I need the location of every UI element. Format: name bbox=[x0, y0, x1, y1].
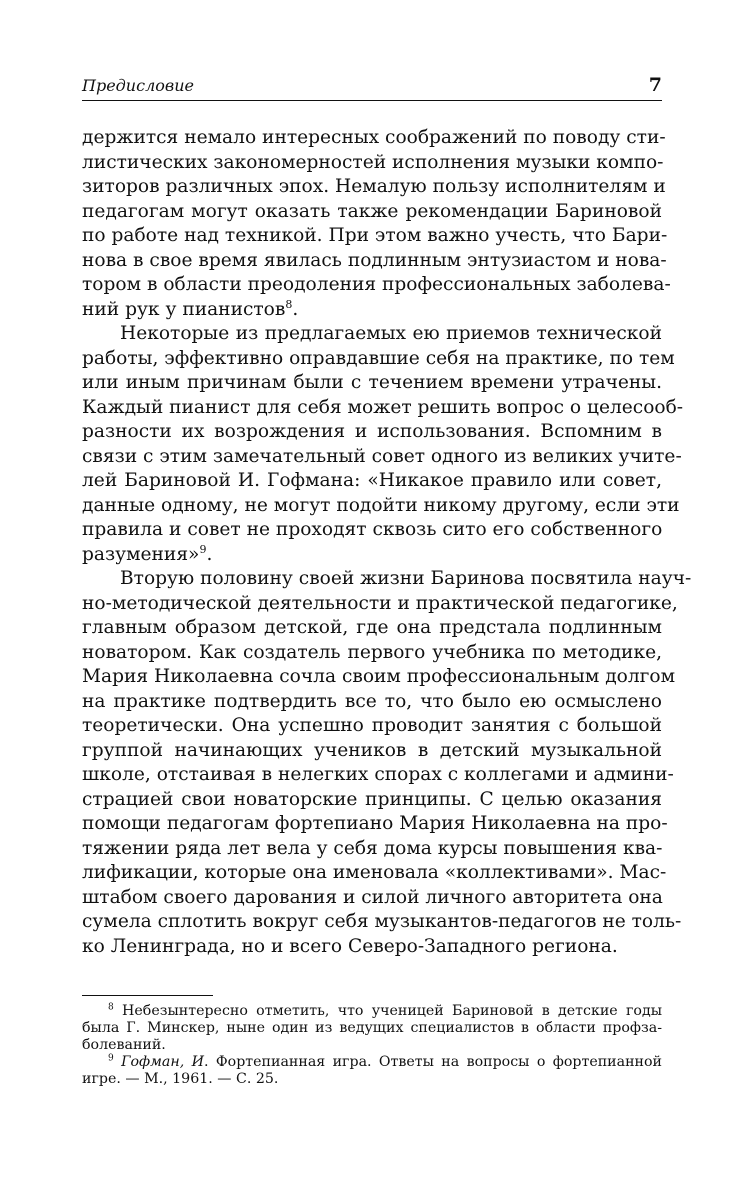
running-title: Предисловие bbox=[82, 76, 194, 95]
paragraph-start: Вторую половину своей жизни Баринова посвятила науч- bbox=[120, 568, 692, 589]
text-line: педагогам могут оказать также рекомендации Бариновой bbox=[82, 200, 662, 222]
line-end-punct: . bbox=[292, 298, 299, 320]
text-line: связи с этим замечательный совет одного из великих учите- bbox=[82, 445, 682, 467]
footnote-ref-9: 9 bbox=[199, 542, 207, 556]
text-line: сумела сплотить вокруг себя музыкантов-педагогов не толь- bbox=[82, 911, 682, 932]
footnote-9 bbox=[82, 1054, 662, 1071]
text-line: Мария Николаевна сочла своим профессиональным долгом bbox=[82, 666, 676, 687]
text-line: держится немало интересных соображений по поводу сти- bbox=[82, 127, 666, 148]
text-line: правила и совет не проходят сквозь сито его собственного bbox=[82, 519, 663, 540]
text-line: ко Ленинграда, но и всего Северо-Западного региона. bbox=[82, 935, 618, 957]
text-line: Каждый пианист для себя может решить вопрос о целесооб- bbox=[82, 396, 684, 418]
text-line: тором в области преодоления профессиональных заболева- bbox=[82, 274, 671, 295]
footnote-8-line: болеваний. bbox=[82, 1037, 166, 1053]
text-line: данные одному, не могут подойти никому другому, если эти bbox=[82, 494, 680, 516]
text-line: работы, эффективно оправдавшие себя на практике, по тем bbox=[82, 347, 675, 369]
text-line: лей Бариновой И. Гофмана: «Никакое правило или совет, bbox=[82, 470, 662, 491]
body-text bbox=[82, 126, 692, 959]
line-end-punct: . bbox=[206, 543, 213, 565]
text-line: помощи педагогам фортепиано Мария Николаевна на про- bbox=[82, 813, 668, 834]
text-line: страцией свои новаторские принципы. С целью оказания bbox=[82, 788, 662, 810]
text-line: штабом своего дарования и силой личного авторитета она bbox=[82, 886, 663, 908]
header-rule bbox=[82, 100, 662, 101]
footnote-separator bbox=[82, 995, 213, 996]
text-line bbox=[82, 298, 662, 323]
text-line: по работе над техникой. При этом важно учесть, что Бари- bbox=[82, 225, 668, 246]
text-line-content: ний рук у пианистов bbox=[82, 298, 286, 320]
text-line: нова в свое время явилась подлинным энтузиастом и нова- bbox=[82, 249, 667, 271]
text-line: группой начинающих учеников в детский музыкальной bbox=[82, 739, 662, 761]
text-line: новатором. Как создатель первого учебника по методике, bbox=[82, 641, 662, 663]
paragraph-start: Некоторые из предлагаемых ею приемов технической bbox=[120, 323, 662, 344]
text-line: на практике подтвердить все то, что было ею осмыслено bbox=[82, 690, 662, 712]
footnote-marker-8: 8 bbox=[108, 1002, 114, 1013]
footnote-9-text: . Фортепианная игра. Ответы на вопросы о фортепианной bbox=[204, 1054, 663, 1070]
text-line: или иным причинам были с течением времени утрачены. bbox=[82, 372, 662, 393]
footnote-8-line: была Г. Минскер, ныне один из ведущих специалистов в области профза- bbox=[82, 1020, 662, 1036]
text-line: тяжении ряда лет вела у себя дома курсы повышения ква- bbox=[82, 837, 663, 859]
running-header bbox=[82, 74, 662, 98]
page-number: 7 bbox=[648, 74, 662, 96]
text-line: лификации, которые она именовала «коллективами». Мас- bbox=[82, 862, 667, 883]
footnote-ref-8: 8 bbox=[285, 297, 293, 311]
text-line bbox=[82, 543, 662, 568]
text-line: главным образом детской, где она предстала подлинным bbox=[82, 617, 662, 638]
text-line: школе, отстаивая в нелегких спорах с коллегами и админи- bbox=[82, 764, 674, 785]
footnote-8 bbox=[82, 1003, 662, 1020]
footnotes bbox=[82, 1003, 662, 1088]
footnote-8-text: Небезынтересно отметить, что ученицей Бариновой в детские годы bbox=[122, 1003, 662, 1019]
text-line: теоретически. Она успешно проводит занятия с большой bbox=[82, 715, 662, 736]
text-line: но-методической деятельности и практической педагогике, bbox=[82, 592, 678, 614]
text-line-content: разумения» bbox=[82, 543, 200, 565]
text-line: зиторов различных эпох. Немалую пользу исполнителям и bbox=[82, 176, 666, 197]
footnote-9-author: Гофман, И bbox=[121, 1054, 204, 1070]
footnote-marker-9: 9 bbox=[108, 1053, 114, 1064]
footnote-9-line: игре. — М., 1961. — С. 25. bbox=[82, 1071, 279, 1087]
text-line: разности их возрождения и использования. Вспомним в bbox=[82, 421, 662, 442]
text-line: листических закономерностей исполнения музыки компо- bbox=[82, 151, 664, 173]
